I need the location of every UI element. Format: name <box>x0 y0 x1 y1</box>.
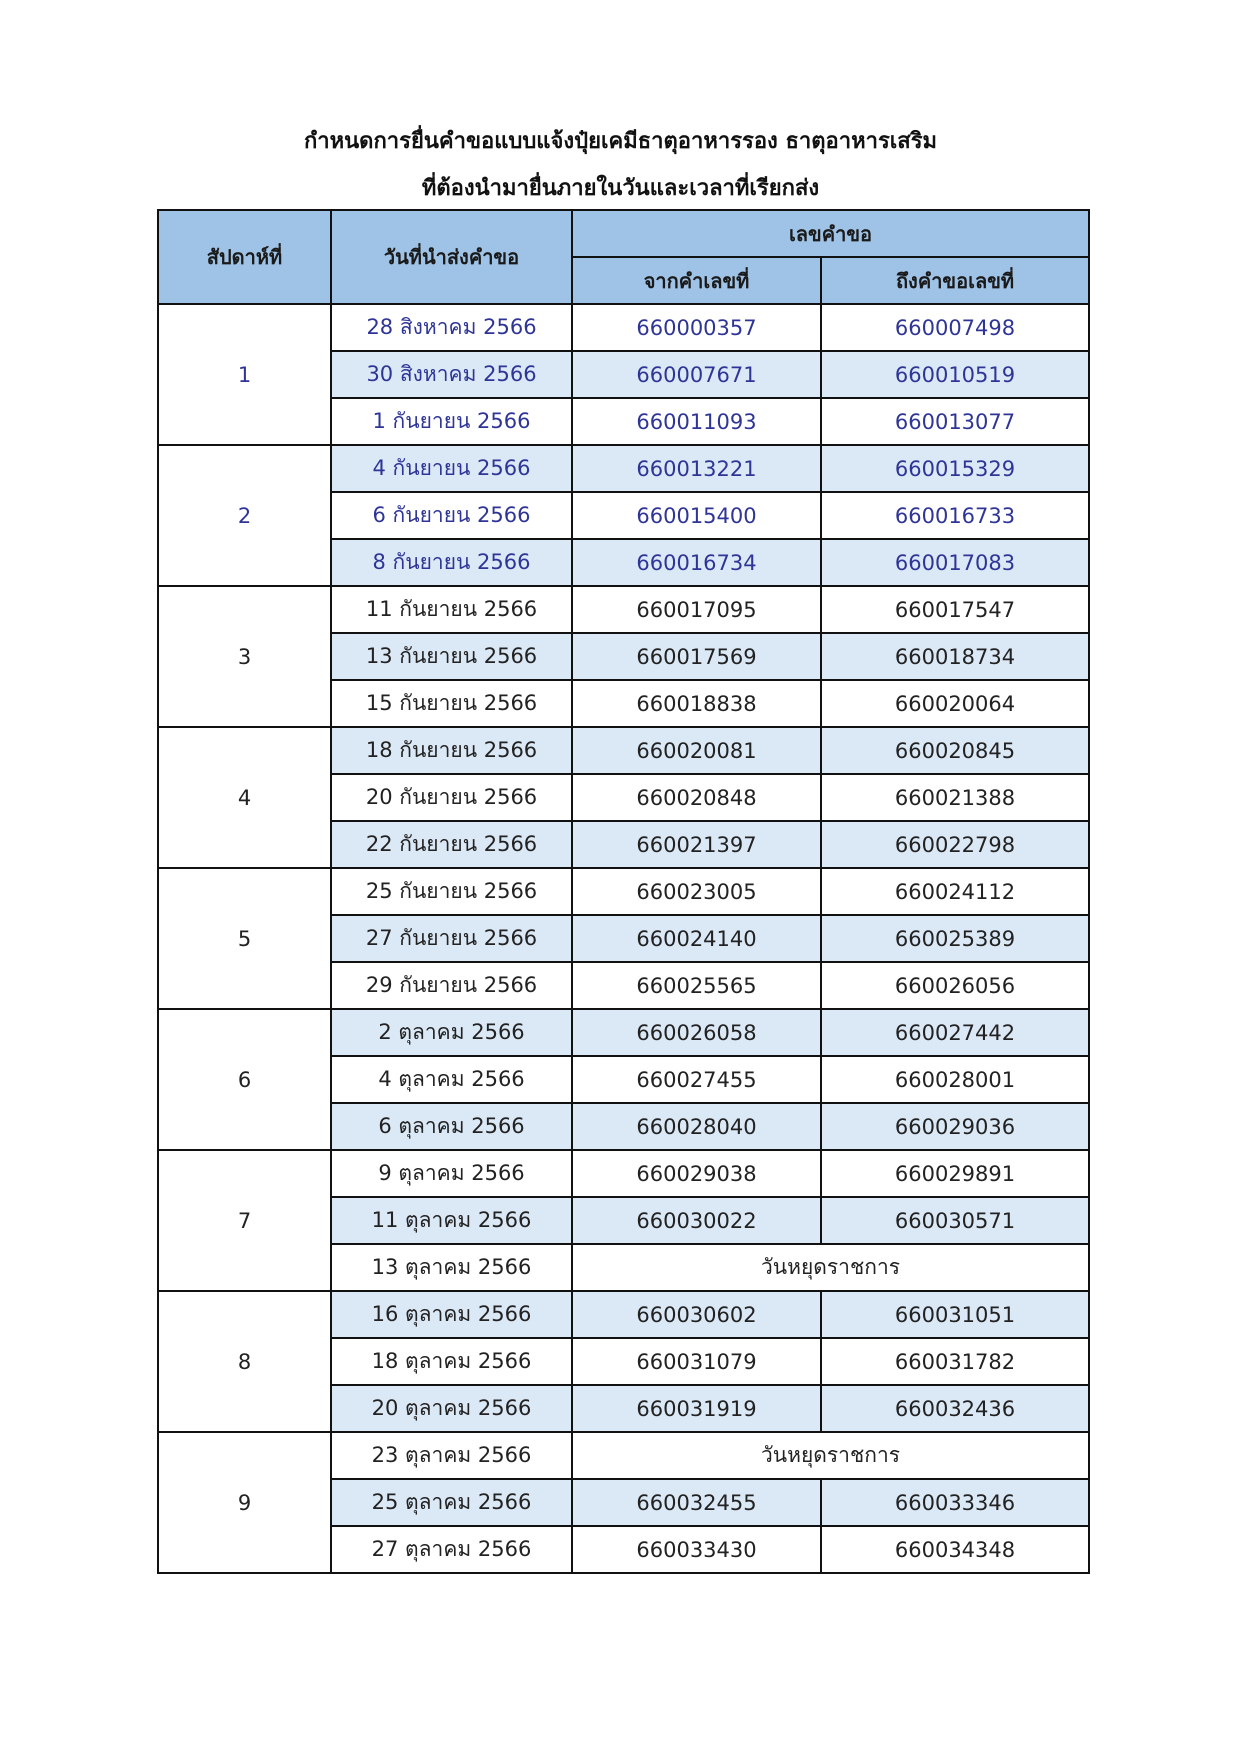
submission-date: 2 ตุลาคม 2566 <box>331 1009 572 1056</box>
submission-date: 23 ตุลาคม 2566 <box>331 1432 572 1479</box>
request-from-number: 660020081 <box>572 727 821 774</box>
submission-date: 13 กันยายน 2566 <box>331 633 572 680</box>
week-number: 9 <box>158 1432 331 1573</box>
table-row <box>158 727 1089 774</box>
request-to-number: 660031051 <box>821 1291 1089 1338</box>
request-from-number: 660028040 <box>572 1103 821 1150</box>
table-header <box>158 210 1089 304</box>
table-row <box>158 1009 1089 1056</box>
request-from-number: 660018838 <box>572 680 821 727</box>
request-to-number: 660029036 <box>821 1103 1089 1150</box>
submission-date: 9 ตุลาคม 2566 <box>331 1150 572 1197</box>
request-from-number: 660026058 <box>572 1009 821 1056</box>
request-to-number: 660029891 <box>821 1150 1089 1197</box>
request-to-number: 660033346 <box>821 1479 1089 1526</box>
request-to-number: 660020845 <box>821 727 1089 774</box>
header-date: วันที่นำส่งคำขอ <box>331 210 572 304</box>
week-number: 8 <box>158 1291 331 1432</box>
request-to-number: 660017547 <box>821 586 1089 633</box>
request-from-number: 660025565 <box>572 962 821 1009</box>
submission-date: 25 กันยายน 2566 <box>331 868 572 915</box>
submission-date: 11 ตุลาคม 2566 <box>331 1197 572 1244</box>
submission-date: 18 ตุลาคม 2566 <box>331 1338 572 1385</box>
request-from-number: 660000357 <box>572 304 821 351</box>
submission-date: 30 สิงหาคม 2566 <box>331 351 572 398</box>
header-from: จากคำเลขที่ <box>572 257 821 304</box>
request-to-number: 660025389 <box>821 915 1089 962</box>
request-to-number: 660024112 <box>821 868 1089 915</box>
request-to-number: 660034348 <box>821 1526 1089 1573</box>
request-from-number: 660017569 <box>572 633 821 680</box>
request-to-number: 660015329 <box>821 445 1089 492</box>
request-to-number: 660010519 <box>821 351 1089 398</box>
request-to-number: 660018734 <box>821 633 1089 680</box>
request-from-number: 660031919 <box>572 1385 821 1432</box>
document-subtitle: ที่ต้องนำมายื่นภายในวันและเวลาที่เรียกส่ง <box>421 176 820 201</box>
week-number: 2 <box>158 445 331 586</box>
week-number: 3 <box>158 586 331 727</box>
header-request-no: เลขคำขอ <box>572 210 1089 257</box>
table-row <box>158 868 1089 915</box>
request-to-number: 660017083 <box>821 539 1089 586</box>
table-row <box>158 1432 1089 1479</box>
week-number: 5 <box>158 868 331 1009</box>
holiday-label: วันหยุดราชการ <box>572 1244 1089 1291</box>
holiday-label: วันหยุดราชการ <box>572 1432 1089 1479</box>
request-from-number: 660024140 <box>572 915 821 962</box>
request-from-number: 660017095 <box>572 586 821 633</box>
week-number: 7 <box>158 1150 331 1291</box>
request-from-number: 660021397 <box>572 821 821 868</box>
submission-date: 13 ตุลาคม 2566 <box>331 1244 572 1291</box>
submission-date: 18 กันยายน 2566 <box>331 727 572 774</box>
request-to-number: 660013077 <box>821 398 1089 445</box>
submission-date: 4 กันยายน 2566 <box>331 445 572 492</box>
request-to-number: 660007498 <box>821 304 1089 351</box>
table-row <box>158 586 1089 633</box>
submission-date: 25 ตุลาคม 2566 <box>331 1479 572 1526</box>
submission-date: 11 กันยายน 2566 <box>331 586 572 633</box>
request-from-number: 660030022 <box>572 1197 821 1244</box>
header-week: สัปดาห์ที่ <box>158 210 331 304</box>
submission-date: 6 ตุลาคม 2566 <box>331 1103 572 1150</box>
table-row <box>158 304 1089 351</box>
submission-date: 20 กันยายน 2566 <box>331 774 572 821</box>
header-to: ถึงคำขอเลขที่ <box>821 257 1089 304</box>
request-to-number: 660022798 <box>821 821 1089 868</box>
request-from-number: 660015400 <box>572 492 821 539</box>
request-from-number: 660020848 <box>572 774 821 821</box>
request-to-number: 660016733 <box>821 492 1089 539</box>
table-row <box>158 1150 1089 1197</box>
submission-date: 4 ตุลาคม 2566 <box>331 1056 572 1103</box>
request-from-number: 660023005 <box>572 868 821 915</box>
request-from-number: 660007671 <box>572 351 821 398</box>
submission-date: 1 กันยายน 2566 <box>331 398 572 445</box>
request-to-number: 660032436 <box>821 1385 1089 1432</box>
request-to-number: 660021388 <box>821 774 1089 821</box>
submission-date: 28 สิงหาคม 2566 <box>331 304 572 351</box>
document-title: กำหนดการยื่นคำขอแบบแจ้งปุ๋ยเคมีธาตุอาหารรอง ธาตุอาหารเสริม <box>303 129 938 154</box>
week-number: 6 <box>158 1009 331 1150</box>
week-number: 4 <box>158 727 331 868</box>
request-to-number: 660026056 <box>821 962 1089 1009</box>
submission-date: 15 กันยายน 2566 <box>331 680 572 727</box>
request-from-number: 660033430 <box>572 1526 821 1573</box>
request-from-number: 660030602 <box>572 1291 821 1338</box>
submission-date: 22 กันยายน 2566 <box>331 821 572 868</box>
submission-date: 16 ตุลาคม 2566 <box>331 1291 572 1338</box>
submission-date: 8 กันยายน 2566 <box>331 539 572 586</box>
schedule-table <box>157 209 1090 1574</box>
submission-date: 20 ตุลาคม 2566 <box>331 1385 572 1432</box>
submission-date: 27 ตุลาคม 2566 <box>331 1526 572 1573</box>
submission-date: 27 กันยายน 2566 <box>331 915 572 962</box>
table-body <box>158 304 1089 1573</box>
request-to-number: 660027442 <box>821 1009 1089 1056</box>
request-to-number: 660031782 <box>821 1338 1089 1385</box>
request-to-number: 660028001 <box>821 1056 1089 1103</box>
submission-date: 6 กันยายน 2566 <box>331 492 572 539</box>
request-from-number: 660031079 <box>572 1338 821 1385</box>
table-row <box>158 1291 1089 1338</box>
request-from-number: 660029038 <box>572 1150 821 1197</box>
week-number: 1 <box>158 304 331 445</box>
request-to-number: 660020064 <box>821 680 1089 727</box>
request-from-number: 660032455 <box>572 1479 821 1526</box>
table-row <box>158 445 1089 492</box>
request-from-number: 660027455 <box>572 1056 821 1103</box>
request-from-number: 660016734 <box>572 539 821 586</box>
request-from-number: 660011093 <box>572 398 821 445</box>
request-to-number: 660030571 <box>821 1197 1089 1244</box>
request-from-number: 660013221 <box>572 445 821 492</box>
submission-date: 29 กันยายน 2566 <box>331 962 572 1009</box>
